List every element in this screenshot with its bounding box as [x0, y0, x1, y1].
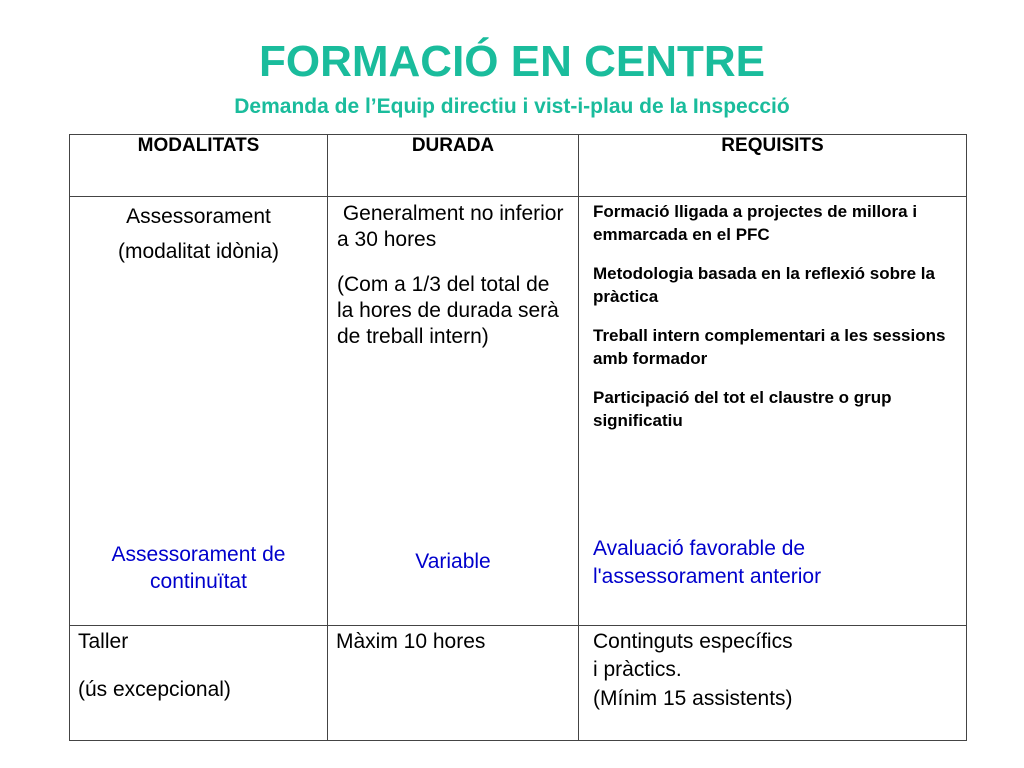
modalitat-sub-label: (modalitat idònia)	[117, 240, 280, 264]
list-item: Participació del tot el claustre o grup significatiu	[593, 387, 892, 430]
taller-requisit-line2: i pràctics.	[593, 658, 682, 682]
durada-main-text: Generalment no inferior a 30 hores	[337, 202, 570, 252]
modalities-table	[69, 134, 967, 741]
cell-requisits-assessorament	[579, 197, 967, 626]
taller-requisit-line3: (Mínim 15 assistents)	[593, 686, 793, 710]
requisit-continuity-text: Avaluació favorable de l'assessorament anterior	[593, 537, 822, 589]
taller-sub-label: (ús excepcional)	[78, 678, 231, 702]
durada-note-text: (Com a 1/3 del total de la hores de durada serà de treball intern)	[337, 272, 559, 348]
cell-modalitat-taller	[70, 626, 328, 741]
header-requisits: REQUISITS	[579, 135, 967, 197]
requisits-list	[579, 197, 966, 433]
table-header-row	[70, 135, 967, 197]
cell-durada-taller	[328, 626, 579, 741]
cell-durada-assessorament	[328, 197, 579, 626]
cell-requisits-taller	[579, 626, 967, 741]
list-item: Formació lligada a projectes de millora i emmarcada en el PFC	[593, 202, 918, 244]
durada-variable-text: Variable	[415, 550, 491, 573]
modalitat-label: Assessorament	[126, 205, 271, 228]
taller-durada-text: Màxim 10 hores	[336, 630, 486, 653]
header-durada: DURADA	[328, 135, 579, 197]
slide-subtitle: Demanda de l’Equip directiu i vist-i-plau de la Inspecció	[234, 95, 790, 118]
table-row-taller	[70, 626, 967, 741]
taller-label: Taller	[78, 630, 129, 653]
slide-title: FORMACIÓ EN CENTRE	[259, 37, 765, 86]
list-item: Treball intern complementari a les sessions amb formador	[593, 325, 946, 368]
table-row-assessorament	[70, 197, 967, 626]
cell-modalitat-assessorament	[70, 197, 328, 626]
list-item: Metodologia basada en la reflexió sobre la pràctica	[593, 263, 935, 306]
modalitat-continuity-label: Assessorament de continuïtat	[111, 543, 286, 594]
header-modalitats: MODALITATS	[70, 135, 328, 197]
taller-requisit-line1: Continguts específics	[593, 630, 793, 653]
